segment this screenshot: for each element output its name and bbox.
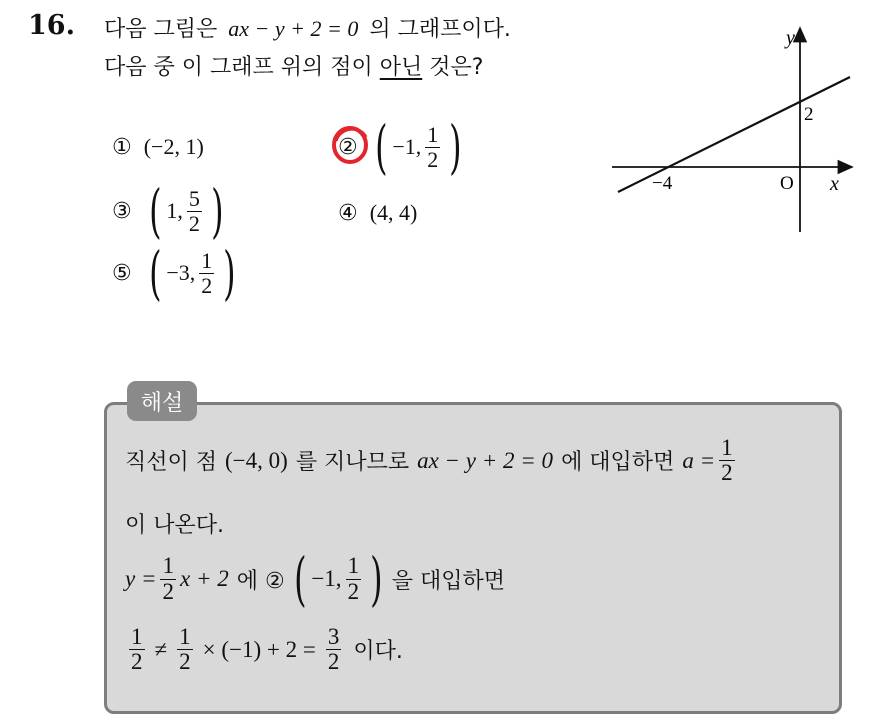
option-marker: ② — [338, 135, 358, 160]
x-axis-label: x — [830, 173, 839, 195]
y-intercept-label: 2 — [804, 104, 814, 125]
option-marker: ⑤ — [112, 260, 132, 286]
selected-circle-icon — [330, 123, 372, 167]
option-4[interactable]: ④ (4, 4) — [338, 200, 418, 226]
underlined-word: 아닌 — [379, 55, 423, 80]
solution-line-1: 직선이 점 (−4, 0) 를 지나므로 ax − y + 2 = 0 에 대입하면 a = $\frac{1}{2}$ — [125, 435, 733, 486]
solution-line-4: $\frac{1}{2}$ ≠ $\frac{1}{2}$ × (−1) + 2 = $\frac{3}{2}$ 이다. — [131, 624, 403, 675]
question-equation: ax − y + 2 = 0 — [228, 16, 359, 41]
question-line-2: 다음 중 이 그래프 위의 점이 아닌 것은? — [104, 55, 484, 80]
option-3[interactable]: ③ ( 1, $\frac{5}{2}$ ) — [112, 177, 224, 245]
y-axis-label: y — [786, 27, 795, 49]
solution-tag: 해설 — [127, 381, 197, 421]
x-intercept-label: −4 — [652, 173, 673, 194]
question-line-1: 다음 그림은 ax − y + 2 = 0 의 그래프이다. — [104, 16, 511, 42]
solution-line-3: y = $\frac{1}{2}$ x + 2 에 ② ( −1, $\frac{1}{2}$ ) 을 대입하면 — [125, 545, 505, 613]
option-5[interactable]: ⑤ ( −3, $\frac{1}{2}$ ) — [112, 239, 236, 307]
option-marker: ③ — [112, 198, 132, 224]
option-2[interactable]: ② ( −1, $\frac{1}{2}$ ) — [338, 118, 467, 176]
origin-label: O — [780, 173, 794, 194]
solution-line-2: 이 나온다. — [125, 513, 224, 538]
line-graph — [600, 20, 860, 240]
option-marker: ① — [112, 134, 132, 160]
question-number: 16. — [28, 10, 75, 41]
option-marker: ④ — [338, 200, 358, 226]
option-1[interactable]: ① (−2, 1) — [112, 134, 204, 160]
